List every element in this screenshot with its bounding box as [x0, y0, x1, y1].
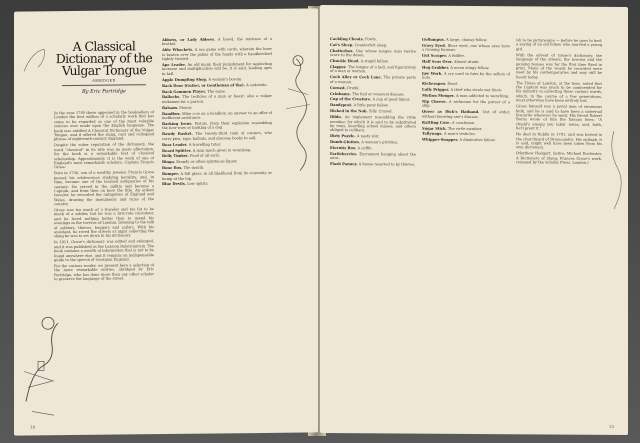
- entry-term: Apple Dumpling Shop.: [162, 77, 208, 82]
- entry-term: Kickerapoo.: [422, 81, 447, 87]
- dictionary-entry: [422, 132, 510, 137]
- dictionary-entry: [330, 65, 416, 74]
- corner-sketch-drinkers-illustration: [18, 301, 60, 421]
- dictionary-entry: [422, 126, 510, 131]
- entry-term: Bingo.: [162, 160, 176, 165]
- entry-definition: A cry used in fairs by the sellers of nuts.: [422, 71, 510, 81]
- entry-term: Whipper-Snapper.: [422, 137, 459, 143]
- entry-definition: Fowls.: [365, 37, 377, 42]
- margin-sketch-figure-illustration: [276, 48, 316, 188]
- dictionary-entry: [422, 138, 510, 143]
- right-margin-sketch-illustration: [602, 127, 626, 217]
- dictionary-entry: [162, 94, 272, 104]
- entry-term: Queer as Dick's Hatband.: [422, 109, 480, 115]
- dictionary-entry: [422, 100, 510, 109]
- entry-definition: A woman's privities.: [361, 140, 399, 145]
- entry-term: Cat's Sleep.: [330, 42, 354, 48]
- dictionary-entry: [422, 66, 510, 71]
- entry-definition: A fiddler.: [448, 54, 465, 59]
- dictionary-entry: [162, 147, 272, 153]
- dictionary-entry: [330, 152, 416, 161]
- intro-paragraph: In the year 1785 there appeared in the booksellers of London the first edition of a scholarly work that has come to be regarded as one of the most valuable sources ever made upon the English language. The book was entitled A Classical Dictionary of the Vulgar Tongue, and it offered the slang, cant and colloquial phrase of eighteenth-century England.: [54, 110, 154, 142]
- entry-term: Crinkums.: [330, 91, 351, 96]
- entry-definition: A bawd, the mistress of a brothel.: [162, 36, 272, 47]
- entry-term: Able Whackets.: [162, 48, 194, 53]
- entry-term: Clapper.: [330, 65, 347, 70]
- left-entries-column: [162, 37, 272, 430]
- entry-definition: A nickname for the purser of a ship.: [422, 99, 510, 109]
- entry-definition: A coffin.: [357, 146, 373, 151]
- entry-definition: A man's testicles.: [443, 132, 476, 137]
- entry-definition: The twenty-third rank of canters, who carry pins, tape, ballads, and obscene books to sell.: [162, 131, 272, 141]
- dictionary-entry: [162, 37, 272, 47]
- dictionary-entry: [162, 181, 272, 187]
- entry-definition: A little puny fellow.: [353, 103, 389, 108]
- entry-term: Chatterbox.: [330, 48, 354, 53]
- entry-term: Gollumpus.: [422, 37, 446, 42]
- entry-definition: The tongue of a bell, and figuratively of a man or woman.: [330, 65, 416, 74]
- entry-term: Back Door (Gutter, or Gentleman of the).: [162, 82, 245, 88]
- dictionary-entry: [330, 59, 416, 64]
- entry-term: Balsam.: [162, 105, 179, 110]
- entry-term: Bandbox.: [162, 111, 181, 116]
- entry-definition: A man addicted to wenching.: [455, 93, 510, 99]
- entry-term: Abbess, or Lady Abbess.: [162, 37, 216, 43]
- dictionary-entry: [162, 159, 272, 165]
- entry-term: Rattling Cove.: [422, 120, 451, 125]
- dictionary-entry: [422, 110, 510, 119]
- entry-term: Ballocks.: [162, 95, 181, 100]
- entry-definition: Low spirits.: [187, 182, 209, 187]
- intro-paragraph: In 1811, Grose's dictionary was edited and enlarged, and it was published as the Lexicon Balatronicum. The book contains a wealth of information that is not to be found anywhere else, and it remains an indispensable guide to the speech of Georgian England.: [54, 239, 154, 263]
- closing-paragraph: ish to be picturesque — before he goes to bed; a saying of an old fellow who married a young girl.: [516, 38, 602, 52]
- entry-term: Half Seas Over.: [422, 59, 453, 64]
- entry-definition: A woman's bosom.: [208, 76, 243, 82]
- dictionary-entry: [162, 105, 272, 111]
- right-page: [320, 5, 628, 435]
- entry-definition: The foul or venereal disease.: [352, 91, 405, 97]
- title-rule: [62, 84, 146, 85]
- entry-definition: The private parts of a woman.: [330, 75, 416, 84]
- entry-term: Mutton Monger.: [422, 93, 455, 98]
- entry-definition: An old maid; their punishment for neglecting increase and multiplication will be, it is said, leading apes in hell.: [162, 61, 272, 76]
- dictionary-entry: [330, 43, 416, 48]
- entry-term: Bone Box.: [162, 166, 183, 171]
- dictionary-entry: [422, 38, 510, 43]
- entry-definition: One whose tongue runs twelve score to the dozen.: [330, 48, 416, 58]
- entry-term: Barking Irons.: [162, 121, 193, 127]
- entry-term: Back Gammon Player.: [162, 89, 207, 94]
- entry-term: Sugar Stick.: [422, 126, 447, 131]
- title-line-3: Vulgar Tongue: [61, 62, 147, 79]
- dictionary-entry: [330, 97, 416, 102]
- entry-definition: Counterfeit sleep.: [354, 43, 388, 48]
- dictionary-entry: [162, 142, 272, 148]
- article-title-block: [54, 40, 154, 95]
- entry-definition: An implement resembling the virile member, for which it is said to be substituted by nuns, boarding school misses, and others obliged to celibacy.: [330, 115, 416, 133]
- entry-definition: A coachman.: [451, 120, 476, 125]
- entry-definition: Excrement hanging about the anus.: [330, 152, 416, 161]
- left-page-number: 14: [30, 424, 36, 430]
- author-byline: By Eric Partridge: [82, 88, 126, 95]
- entry-term: Dicked in the Nob.: [330, 109, 368, 114]
- entry-definition: A large, clumsy fellow.: [446, 37, 488, 43]
- title-line-1: A Classical: [72, 38, 136, 54]
- left-intro-column: [54, 110, 154, 431]
- left-page: [14, 8, 318, 435]
- intro-paragraph: For the curious reader, we present here a selection of the more remarkable entries, abridged by Eric Partridge, who has done more than any other scholar to preserve the language of the street.: [54, 263, 154, 282]
- right-entries-column-2: [422, 38, 510, 425]
- entry-term: Gut Scraper.: [422, 53, 448, 59]
- entry-definition: A diminutive fellow.: [459, 138, 496, 143]
- entry-definition: Pistols, from their explosion resembling the bow-wow or barking of a dog.: [162, 120, 272, 131]
- entry-term: Cackling Cheats.: [330, 36, 364, 42]
- entry-definition: The virile member.: [447, 126, 483, 131]
- entry-definition: A full glass; in all likelihood from its convexity or bump at the top.: [162, 171, 272, 181]
- entry-definition: Almost drunk.: [453, 59, 480, 65]
- entry-definition: The mouth.: [183, 165, 205, 171]
- entry-term: Dumb-Glutton.: [330, 140, 361, 145]
- dictionary-entry: [330, 140, 416, 145]
- entry-definition: A sodomite.: [246, 82, 268, 87]
- entry-term: Cock Alley or Cock Lane.: [330, 75, 382, 80]
- entry-definition: A stupid fellow.: [360, 59, 389, 64]
- dictionary-entry: [162, 131, 272, 141]
- entry-term: Corned.: [330, 85, 346, 90]
- entry-definition: A sea game with cards, wherein the loser is beaten over the palms of the hands with a handkerchief tightly twisted.: [162, 47, 272, 62]
- dictionary-entry: [162, 62, 272, 76]
- entry-term: Bumper.: [162, 172, 180, 177]
- intro-paragraph: Grose was too much of a traveler and too fat to be much of a soldier, but he was a first-rate raconteur, and he loved nothing better than to spend his evenings in the taverns of London, listening to the talk of soldiers, thieves, beggars and sailors. With his assistant, he roved the streets at night collecting the slang he was to set down in his dictionary.: [54, 207, 154, 239]
- entry-term: Bawdy Basket.: [162, 132, 193, 137]
- dictionary-entry: [422, 88, 510, 93]
- dictionary-entry: [330, 37, 416, 42]
- entry-term: Beard Splitter.: [162, 148, 192, 153]
- entry-term: Jaw Work.: [422, 71, 443, 76]
- closing-paragraph: He died in Dublin in 1791, and was buried in the churchyard of Drumcondra. His epitaph, it is said, might well have been taken from his own dictionary.: [516, 132, 602, 150]
- dictionary-entry: [330, 134, 416, 139]
- entry-definition: A house resorted to by thieves.: [358, 162, 416, 167]
- dictionary-entry: [162, 77, 272, 83]
- dictionary-entry: [162, 153, 272, 159]
- dictionary-entry: [330, 115, 416, 133]
- closing-paragraph: (Matthew Hodgart, Satire; Michael Rochester, A Dictionary of Slang; Frances Grose's work, reissued by the Scholar Press, London.): [516, 151, 602, 165]
- right-text-column-3: [516, 38, 602, 425]
- entry-term: Tallywags.: [422, 132, 443, 137]
- entry-term: Dirty Puzzle.: [330, 134, 356, 139]
- dictionary-entry: [422, 44, 510, 53]
- entry-definition: Dead.: [447, 82, 458, 87]
- dictionary-entry: [330, 103, 416, 108]
- dictionary-entry: [422, 120, 510, 125]
- subtitle-abridged: ABRIDGED: [92, 78, 116, 83]
- dictionary-entry: [422, 60, 510, 65]
- entry-term: Dildo.: [330, 115, 342, 120]
- entry-term: Blue Devils.: [162, 182, 187, 187]
- dictionary-entry: [422, 54, 510, 59]
- entry-term: Fartleberries.: [330, 152, 358, 157]
- closing-paragraph: Grose himself was a jovial man of enormous bulk, and he is said to have been a universal favourite wherever he went. His friend Robert Burns wrote of him the famous lines: "A chield's amang you takin' notes, and, faith, he'll prent it.": [516, 104, 602, 131]
- dictionary-entry: [330, 162, 416, 167]
- entry-definition: Food of all sorts.: [190, 153, 221, 159]
- intro-paragraph: Born in 1730, son of a wealthy jeweler, Francis Grose passed his adolescence studying heraldry, and, in time, became one of the learned antiquaries of his century. He served in the militia and became a Captain, and from then on bore the title. An ardent traveler, he recorded the antiquities of England and Wales, drawing the monuments and ruins of the country.: [54, 170, 154, 207]
- entry-term: Dandyprat.: [330, 103, 353, 108]
- entry-term: Lully Prigger.: [422, 87, 450, 92]
- entry-definition: Blear eyed, one whose eyes have a running humour.: [422, 43, 510, 53]
- entry-definition: The testicles of a man or beast; also a vulgar nickname for a parson.: [162, 94, 272, 104]
- entry-term: Bear Leader.: [162, 142, 188, 147]
- dictionary-entry: [162, 83, 272, 89]
- top-corner-sketch-illustration: [20, 41, 50, 81]
- entry-definition: Drunk.: [346, 85, 360, 90]
- dictionary-entry: [422, 72, 510, 81]
- dictionary-entry: [330, 109, 416, 114]
- entry-term: Chuckle Head.: [330, 59, 360, 64]
- entry-definition: Brandy or other spirituous liquor.: [176, 159, 238, 165]
- entry-term: Nip Cheese.: [422, 99, 447, 104]
- entry-definition: The same.: [207, 88, 226, 94]
- dictionary-entry: [330, 86, 416, 91]
- dictionary-entry: [162, 88, 272, 94]
- right-entries-column-1: [330, 37, 416, 424]
- entry-definition: A mean stingy fellow.: [450, 65, 490, 71]
- dictionary-entry: [330, 49, 416, 58]
- dictionary-entry: [162, 47, 272, 61]
- entry-term: Belly Timber.: [162, 154, 189, 159]
- entry-term: Eternity Box.: [330, 146, 357, 151]
- entry-definition: Money.: [179, 105, 193, 110]
- entry-definition: A nasty slut.: [356, 134, 380, 139]
- dictionary-entry: [330, 146, 416, 151]
- dictionary-entry: [330, 75, 416, 84]
- entry-term: Hog Grubber.: [422, 65, 450, 70]
- dictionary-entry: [422, 94, 510, 99]
- title-line-2: Dictionary of the: [55, 50, 153, 67]
- dictionary-entry: [162, 121, 272, 131]
- dictionary-entry: [162, 111, 272, 121]
- entry-definition: A cup of good liquor.: [372, 97, 411, 103]
- dictionary-entry: [422, 82, 510, 87]
- dictionary-entry: [330, 92, 416, 97]
- entry-term: Flash Panney.: [330, 162, 358, 167]
- entry-term: Cup of the Creature.: [330, 97, 372, 102]
- entry-definition: Out of order, without knowing one's disease.: [422, 110, 510, 119]
- entry-definition: Silly. Crazed.: [368, 109, 393, 114]
- closing-paragraph: With the advent of Grose's dictionary, the language of the streets, the taverns and the gaming houses was for the first time fixed in print. Many of the words he recorded were used by his contemporaries and may still be heard today.: [516, 53, 602, 80]
- dictionary-entry: [162, 171, 272, 181]
- entry-definition: A travelling tutor.: [188, 142, 221, 147]
- entry-term: Ape Leader.: [162, 62, 186, 68]
- closing-paragraph: The Times of London, at the time, noted that the Captain was much to be commended for his industry in collecting these curious words, which, in the course of a few generations, must otherwise have been entirely lost.: [516, 80, 602, 104]
- entry-definition: A thief who steals wet linen.: [450, 87, 503, 93]
- entry-definition: A man much given to wenching.: [192, 147, 252, 153]
- dictionary-entry: [162, 165, 272, 171]
- right-page-number: 15: [608, 423, 614, 429]
- entry-definition: Mine a-se on a bandbox; an answer to an offer of inefficient assistance.: [162, 110, 272, 121]
- entry-term: Gravy Eyed.: [422, 43, 447, 48]
- intro-paragraph: Despite the sober reputation of the dictionary, the word "classical" in its title was no mere affectation, for the book is a remarkable feat of classical scholarship. Approximately, it is the work of one of England's most remarkable scholars, Captain Francis Grose.: [54, 142, 154, 170]
